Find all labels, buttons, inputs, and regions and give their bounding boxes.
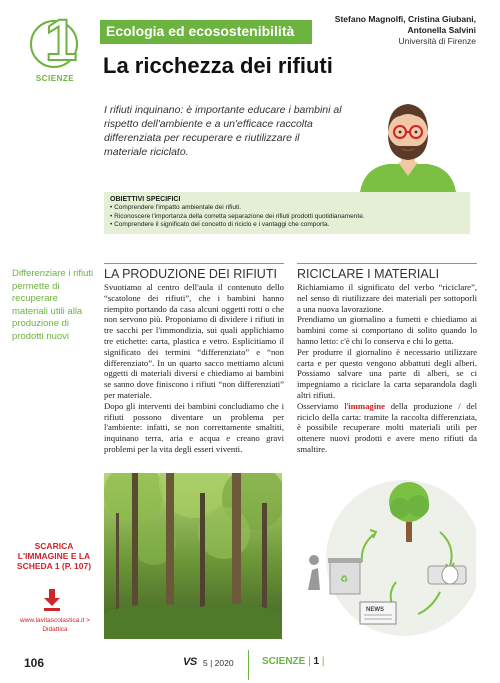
forest-photo <box>104 473 282 639</box>
image-reference-highlight: immagine <box>348 400 385 411</box>
objective-item: • Comprendere l'impatto ambientale dei rifiuti. <box>110 204 464 213</box>
download-link[interactable]: www.lavitascolastica.it > Didattica <box>20 617 90 633</box>
paragraph <box>297 401 477 455</box>
download-arrow-icon[interactable] <box>42 588 62 612</box>
footer-divider <box>248 650 249 680</box>
section-recycling-heading: RICICLARE I MATERIALI <box>297 263 477 281</box>
section-recycling <box>297 263 477 455</box>
paragraph: Svuotiamo al centro dell'aula il contenuto dello “scatolone dei rifiuti”, che i bambini hanno riempito portando da casa alcuni oggetti rotti o che non servono più. Proponiamo di dividere i rifiuti in tre sacchi per l'immondizia, sui quali applichiamo tre etichette: carta, plastica e vetro. Esplicitiamo il significato dei termini “differenziato” e “non differenziato”. In un quarto sacco mettiamo alcuni oggetti di materiali diversi e chiediamo ai bambini se sanno dove finiscono i rifiuti “non differenziati” per materiale. <box>104 282 284 400</box>
category-banner <box>100 20 312 44</box>
section-production-heading: LA PRODUZIONE DEI RIFIUTI <box>104 263 284 281</box>
svg-text:♻: ♻ <box>340 575 349 585</box>
authors-line-1: Stefano Magnolfi, Cristina Giubani, <box>334 14 476 24</box>
recycling-cycle-illustration <box>300 470 476 640</box>
footer-separator: | <box>321 656 325 667</box>
section-production <box>104 263 284 455</box>
news-label: NEWS <box>366 607 384 613</box>
page-number: 106 <box>24 656 45 670</box>
objective-item: • Riconoscere l'importanza della corretta separazione dei rifiuti prodotti quotidianamente. <box>110 213 464 222</box>
footer-unit-number: 1 <box>313 656 320 667</box>
page-title: La ricchezza dei rifiuti <box>103 53 333 78</box>
paragraph: Per produrre il giornalino è necessario utilizzare carta e per questo vengono abbattuti degli alberi. Possiamo salvare una parte di alberi, se ci impegniamo a riciclare la carta separandola dagli altri rifiuti. <box>297 346 477 400</box>
download-callout: SCARICA L'IMMAGINE E LA SCHEDA 1 (P. 107) <box>16 541 92 571</box>
authors-block <box>335 14 476 47</box>
objectives-box <box>104 192 470 234</box>
paragraph: Richiamiamo il significato del verbo “riciclare”, nel senso di riutilizzare dei materiali per sottoporli a una nuova lavorazione. <box>297 282 477 314</box>
text-run: Osserviamo l' <box>297 400 349 411</box>
unit-number: 1 <box>45 8 78 73</box>
unit-number-badge <box>30 8 78 73</box>
authors-line-2: Antonella Salvini <box>407 25 476 35</box>
footer-section <box>262 656 324 667</box>
paragraph: Dopo gli interventi dei bambini concludiamo che i rifiuti possono diventare un problema per l'ambiente: infatti, se non correttamente smaltiti, inquinano terra, aria e acqua e creano gravi problemi per la vita degli esseri viventi. <box>104 400 284 454</box>
objectives-list <box>110 204 464 230</box>
author-avatar-illustration <box>358 92 458 192</box>
category-label: Ecologia ed ecosostenibilità <box>106 23 295 39</box>
footer-separator: | <box>308 656 311 667</box>
text-run: della produzione / del riciclo della carta: tramite la raccolta differenziata, è possibile recuperare molti materiali utili per ottenere nuovi prodotti e avere meno rifiuti da smaltire. <box>297 400 477 454</box>
paragraph: Prendiamo un giornalino a fumetti e chiediamo ai bambini come si comportano di solito quando lo hanno letto: c'è chi lo conserva e chi lo getta. <box>297 314 477 346</box>
intro-text: I rifiuti inquinano: è importante educare i bambini al rispetto dell'ambiente e a un'efficace raccolta differenziata per recuperare e riutilizzare il materiale riciclato. <box>104 104 342 158</box>
footer-section-label: SCIENZE <box>262 656 306 667</box>
section-tag: SCIENZE <box>35 74 75 83</box>
side-note: Differenziare i rifiuti permette di recuperare materiali utili alla produzione di prodotti nuovi <box>12 268 94 342</box>
issue-number: 5 | 2020 <box>203 658 234 668</box>
affiliation: Università di Firenze <box>398 36 476 46</box>
objectives-title: OBIETTIVI SPECIFICI <box>110 196 181 203</box>
objective-item: • Comprendere il significato del concetto di riciclo e i vantaggi che comporta. <box>110 221 464 230</box>
magazine-logo: VS <box>183 656 197 668</box>
